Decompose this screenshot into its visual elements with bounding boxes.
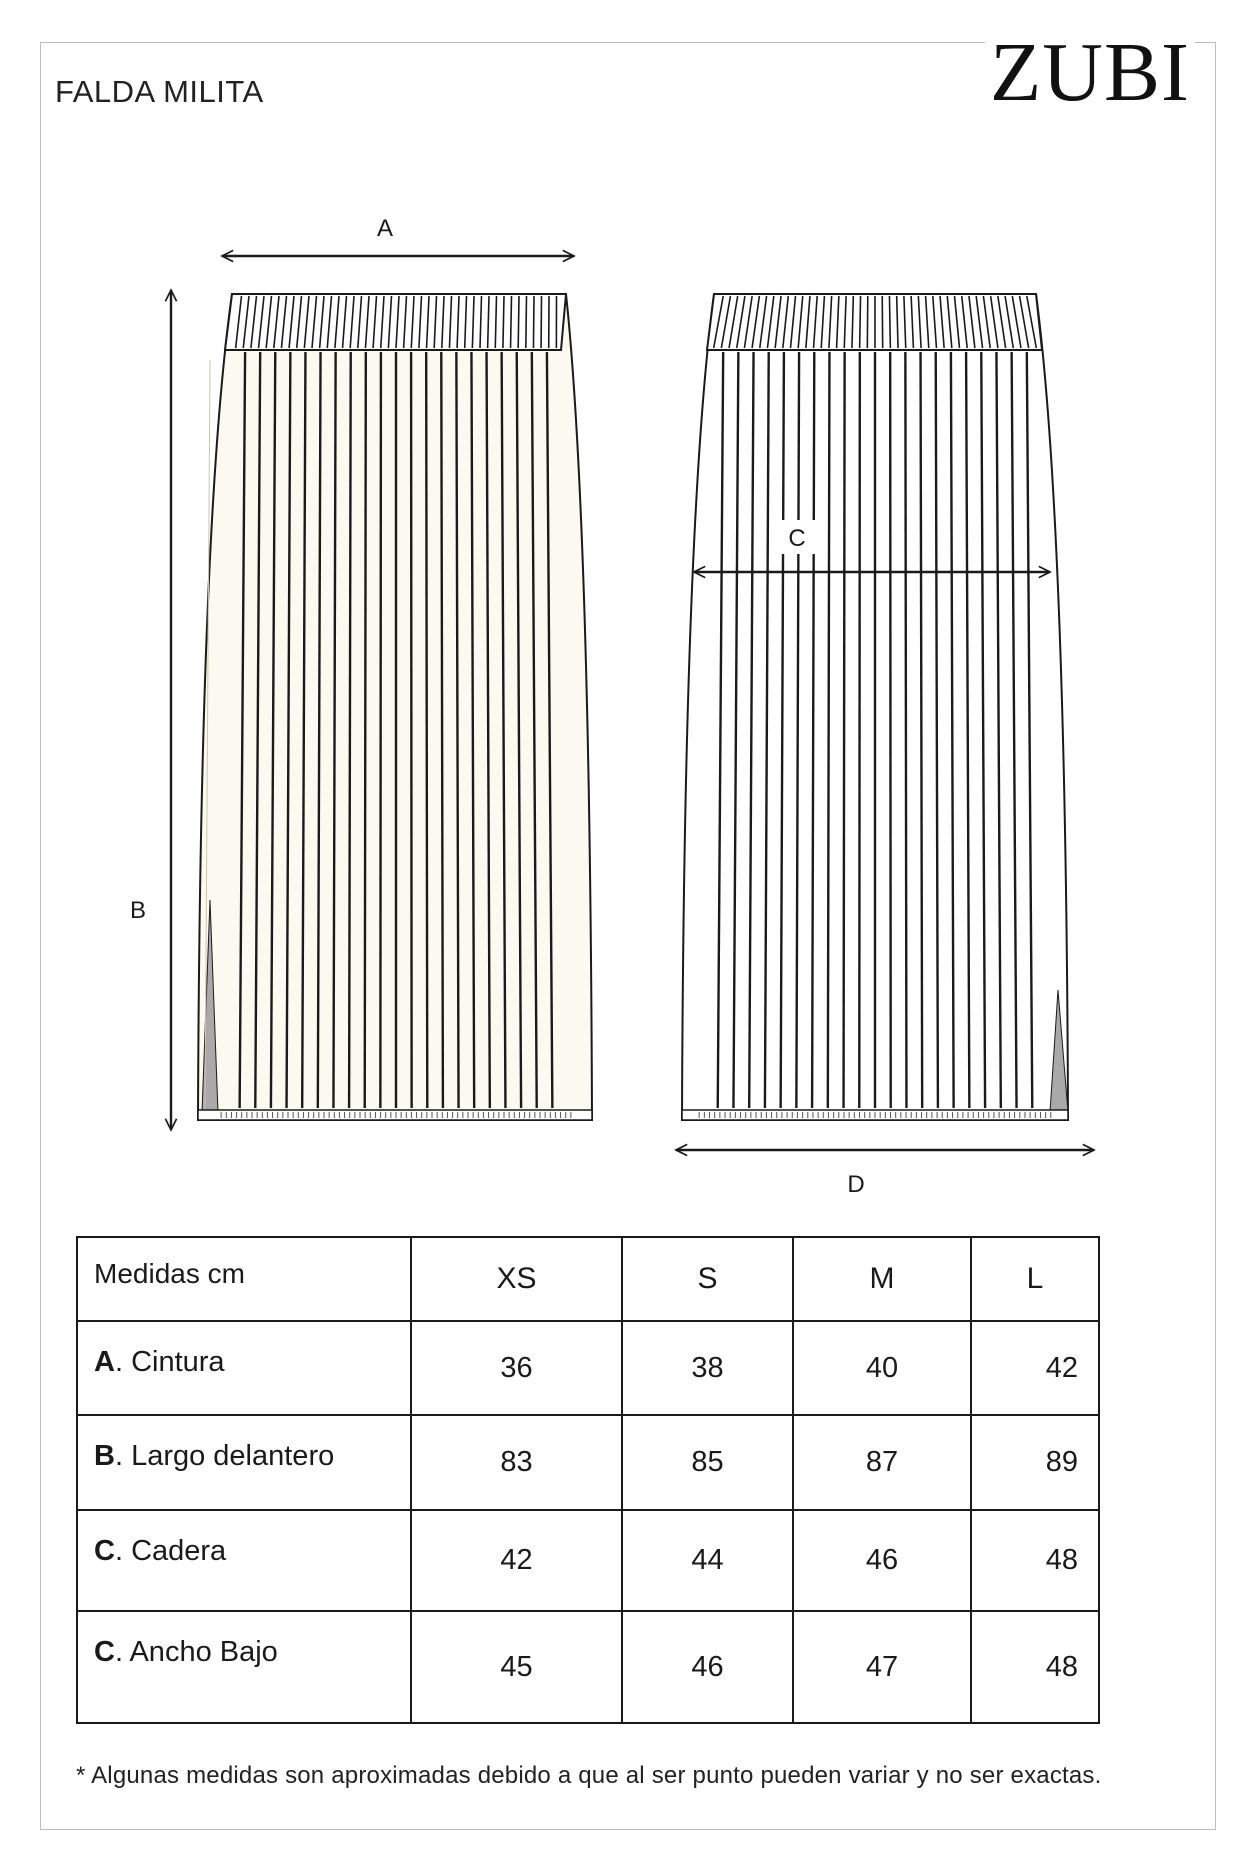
value-cell: 89	[971, 1415, 1099, 1510]
product-title: FALDA MILITA	[55, 74, 264, 109]
row-letter: C	[94, 1636, 115, 1668]
pleat-rib	[411, 352, 412, 1108]
value-cell: 83	[411, 1415, 622, 1510]
table-row-cintura	[77, 1321, 1099, 1415]
pleat-rib	[890, 352, 891, 1108]
value-cell: 48	[971, 1510, 1099, 1611]
value-cell: 38	[622, 1321, 793, 1415]
row-label	[77, 1321, 411, 1415]
value-cell: 42	[971, 1321, 1099, 1415]
row-letter: A	[94, 1346, 115, 1378]
pleat-rib	[426, 352, 427, 1108]
waistband-rib	[526, 296, 527, 348]
row-letter: B	[94, 1440, 115, 1472]
size-header-m: M	[793, 1237, 971, 1321]
waistband-rib	[889, 296, 890, 348]
table-row-cadera	[77, 1510, 1099, 1611]
pleat-rib	[441, 352, 443, 1108]
size-header-l: L	[971, 1237, 1099, 1321]
row-name: . Cintura	[114, 1346, 225, 1378]
waistband-rib	[511, 296, 512, 348]
table-row-largo-delantero	[77, 1415, 1099, 1510]
row-name: . Largo delantero	[114, 1440, 335, 1472]
waistband-rib	[518, 296, 519, 348]
dimension-label-b: B	[129, 897, 147, 924]
value-cell: 85	[622, 1415, 793, 1510]
value-cell: 44	[622, 1510, 793, 1611]
value-cell: 40	[793, 1321, 971, 1415]
pleat-rib	[380, 352, 381, 1108]
value-cell: 46	[622, 1611, 793, 1723]
row-label	[77, 1510, 411, 1611]
row-name: . Ancho Bajo	[114, 1636, 278, 1668]
size-header-xs: XS	[411, 1237, 622, 1321]
pleat-rib	[859, 352, 860, 1108]
value-cell: 46	[793, 1510, 971, 1611]
size-header-s: S	[622, 1237, 793, 1321]
row-letter: C	[94, 1535, 115, 1567]
pleat-rib	[828, 352, 830, 1108]
dimension-label-a: A	[376, 215, 394, 242]
value-cell: 36	[411, 1321, 622, 1415]
measure-header-label: Medidas cm	[77, 1237, 411, 1321]
brand-logo-text: ZUBI	[990, 26, 1190, 119]
pleat-rib	[921, 352, 923, 1108]
table-row-ancho-bajo	[77, 1611, 1099, 1723]
footnote: * Algunas medidas son aproximadas debido a que al ser punto pueden variar y no ser exactas.	[76, 1762, 1102, 1789]
skirt-back-view	[682, 294, 1068, 1120]
value-cell: 48	[971, 1611, 1099, 1723]
waistband-rib	[860, 296, 861, 348]
dimension-label-d: D	[847, 1171, 865, 1198]
value-cell: 42	[411, 1510, 622, 1611]
pleat-rib	[349, 352, 351, 1108]
size-chart-table	[76, 1236, 1100, 1724]
row-label	[77, 1415, 411, 1510]
row-label	[77, 1611, 411, 1723]
dimension-label-c: C	[788, 525, 806, 552]
value-cell: 47	[793, 1611, 971, 1723]
row-name: . Cadera	[114, 1535, 227, 1567]
waistband-rib	[533, 296, 534, 348]
pleat-rib	[905, 352, 906, 1108]
waistband-rib	[503, 296, 504, 348]
pleat-rib	[365, 352, 366, 1108]
value-cell: 45	[411, 1611, 622, 1723]
size-header-row	[77, 1237, 1099, 1321]
skirt-front-view	[198, 294, 592, 1120]
value-cell: 87	[793, 1415, 971, 1510]
pleat-rib	[844, 352, 845, 1108]
